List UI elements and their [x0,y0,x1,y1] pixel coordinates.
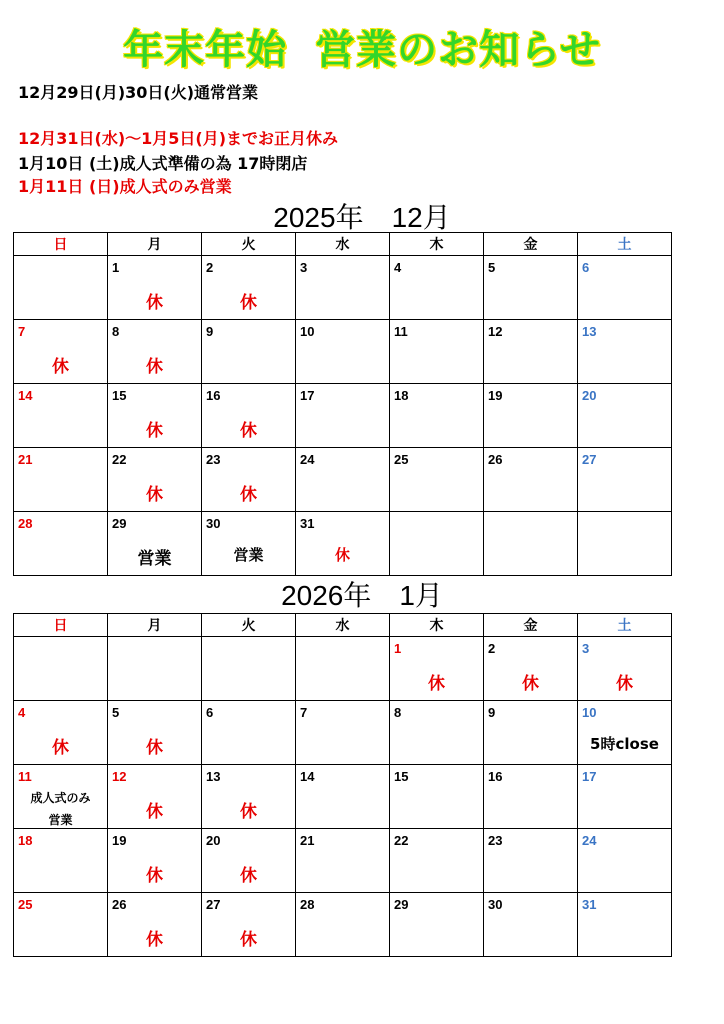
calendar-day-cell [390,384,484,448]
closed-label: 休 [146,866,163,886]
calendar-day-cell [578,320,672,384]
day-number: 6 [582,260,590,275]
day-number: 31 [300,516,315,531]
day-number: 3 [582,641,590,656]
calendar-day-cell [108,829,202,893]
day-number: 27 [582,452,597,467]
day-number: 4 [18,705,26,720]
calendar-day-cell [484,637,578,701]
weekday-header: 土 [578,233,672,256]
weekday-header: 水 [296,233,390,256]
weekday-header-row [14,614,672,637]
weekday-header: 木 [390,614,484,637]
calendar-day-cell [202,893,296,957]
day-number: 18 [394,388,409,403]
calendar-week-row [14,512,672,576]
page-title-part-2: 営業のお知らせ [315,27,601,73]
calendar-day-cell [14,512,108,576]
day-number: 17 [582,769,597,784]
calendar-day-cell [390,893,484,957]
day-number: 27 [206,897,221,912]
day-number: 28 [300,897,315,912]
day-number: 7 [300,705,308,720]
calendar-day-cell [578,829,672,893]
day-number: 15 [112,388,127,403]
calendar-day-cell [578,384,672,448]
day-number: 13 [206,769,221,784]
calendar-day-cell [202,512,296,576]
day-number: 16 [206,388,221,403]
status-label: 営業 [233,546,264,564]
calendar-day-cell [14,893,108,957]
day-number: 8 [394,705,402,720]
notice-line-1: 12月29日(月)30日(火)通常営業 [18,83,259,102]
calendar-day-cell [296,701,390,765]
day-number: 1 [112,260,120,275]
weekday-header-row [14,233,672,256]
calendar-empty-cell [202,637,296,701]
calendar-empty-cell [14,637,108,701]
weekday-header: 月 [108,614,202,637]
calendar-day-cell [484,701,578,765]
calendar-day-cell [14,765,108,829]
weekday-header: 水 [296,614,390,637]
calendar-day-cell [484,765,578,829]
calendar-day-cell [296,893,390,957]
closed-label: 休 [240,930,257,950]
month-title-january: 2026年 1月 [281,580,443,611]
calendar-day-cell [296,512,390,576]
day-number: 4 [394,260,402,275]
weekday-header: 火 [202,614,296,637]
day-number: 2 [488,641,496,656]
calendar-empty-cell [484,512,578,576]
weekday-header: 金 [484,614,578,637]
day-number: 8 [112,324,120,339]
calendar-day-cell [108,320,202,384]
calendar-day-cell [390,637,484,701]
calendar-day-cell [390,448,484,512]
calendar-day-cell [390,765,484,829]
day-number: 29 [112,516,127,531]
calendar-week-row [14,765,672,829]
calendar-day-cell [296,320,390,384]
calendar-day-cell [484,829,578,893]
day-number: 23 [488,833,503,848]
calendar-day-cell [202,765,296,829]
calendar-day-cell [14,320,108,384]
closed-label: 休 [146,485,163,505]
day-number: 20 [582,388,597,403]
calendar-day-cell [296,765,390,829]
day-number: 29 [394,897,409,912]
calendar-day-cell [484,384,578,448]
day-number: 31 [582,897,597,912]
calendar-day-cell [578,765,672,829]
day-number: 22 [112,452,127,467]
calendar-day-cell [202,701,296,765]
day-number: 14 [300,769,315,784]
calendar-day-cell [296,829,390,893]
calendar-day-cell [296,384,390,448]
closed-label: 休 [52,738,69,758]
closed-label: 休 [146,421,163,441]
day-number: 9 [206,324,214,339]
day-number: 7 [18,324,26,339]
notice-line-3: 1月10日 (土)成人式準備の為 17時閉店 [18,154,308,173]
calendar-week-row [14,448,672,512]
calendar-empty-cell [390,512,484,576]
calendar-day-cell [578,701,672,765]
calendar-week-row [14,637,672,701]
weekday-header: 金 [484,233,578,256]
calendar-day-cell [296,448,390,512]
calendar-empty-cell [578,512,672,576]
day-number: 1 [394,641,402,656]
calendar-day-cell [578,637,672,701]
day-number: 19 [488,388,503,403]
calendar-day-cell [484,448,578,512]
calendar-day-cell [108,765,202,829]
calendar-day-cell [202,320,296,384]
day-number: 28 [18,516,33,531]
page-title [0,18,724,73]
calendar-day-cell [202,829,296,893]
day-number: 19 [112,833,127,848]
calendar-day-cell [108,512,202,576]
calendar-day-cell [578,256,672,320]
day-number: 25 [18,897,33,912]
status-label: 5時close [590,735,659,753]
day-number: 12 [112,769,127,784]
day-number: 10 [300,324,315,339]
day-number: 12 [488,324,503,339]
calendar-week-row [14,384,672,448]
closed-label: 休 [146,738,163,758]
day-number: 16 [488,769,503,784]
calendar-week-row [14,701,672,765]
calendar-day-cell [484,256,578,320]
closed-label: 休 [146,293,163,313]
day-number: 30 [206,516,221,531]
month-title-december: 2025年 12月 [273,202,451,233]
weekday-header: 土 [578,614,672,637]
day-number: 14 [18,388,33,403]
calendar-day-cell [390,829,484,893]
day-number: 2 [206,260,214,275]
closed-label: 休 [240,866,257,886]
closed-label: 休 [522,674,539,694]
calendar-day-cell [14,448,108,512]
closed-label: 休 [146,930,163,950]
weekday-header: 火 [202,233,296,256]
day-number: 11 [394,324,408,339]
closed-label: 休 [52,357,69,377]
calendar-week-row [14,256,672,320]
closed-label: 休 [334,546,350,564]
day-number: 9 [488,705,496,720]
day-number: 13 [582,324,597,339]
closed-label: 休 [146,802,163,822]
notice-line-4: 1月11日 (日)成人式のみ営業 [18,177,232,196]
calendar-december-2025 [13,232,672,576]
calendar-day-cell [108,893,202,957]
day-number: 20 [206,833,221,848]
day-number: 5 [488,260,496,275]
closed-label: 休 [240,802,257,822]
calendar-week-row [14,893,672,957]
notice-line-2: 12月31日(水)～1月5日(月)までお正月休み [18,129,339,148]
weekday-header: 木 [390,233,484,256]
day-number: 11 [18,769,32,784]
weekday-header: 日 [14,614,108,637]
calendar-day-cell [108,701,202,765]
day-number: 25 [394,452,409,467]
closed-label: 休 [240,485,257,505]
day-number: 26 [112,897,127,912]
day-number: 30 [488,897,503,912]
calendar-week-row [14,829,672,893]
day-number: 5 [112,705,120,720]
closed-label: 休 [428,674,445,694]
calendar-empty-cell [14,256,108,320]
calendar-day-cell [108,448,202,512]
day-number: 10 [582,705,597,720]
day-number: 15 [394,769,409,784]
calendar-day-cell [390,256,484,320]
weekday-header: 月 [108,233,202,256]
calendar-january-2026 [13,613,672,957]
day-number: 6 [206,705,214,720]
calendar-day-cell [14,384,108,448]
calendar-day-cell [578,893,672,957]
weekday-header: 日 [14,233,108,256]
calendar-day-cell [578,448,672,512]
calendar-day-cell [390,320,484,384]
day-number: 21 [18,452,33,467]
calendar-day-cell [108,256,202,320]
calendar-day-cell [484,320,578,384]
day-number: 24 [300,452,315,467]
calendar-day-cell [484,893,578,957]
day-number: 22 [394,833,409,848]
closed-label: 休 [240,293,257,313]
calendar-day-cell [14,701,108,765]
calendar-day-cell [14,829,108,893]
page-title-part-1: 年末年始 [123,27,288,73]
calendar-empty-cell [296,637,390,701]
status-label: 成人式のみ 営業 [30,791,91,827]
day-number: 17 [300,388,315,403]
closed-label: 休 [616,674,633,694]
day-number: 3 [300,260,308,275]
calendar-day-cell [202,256,296,320]
calendar-empty-cell [108,637,202,701]
closed-label: 休 [146,357,163,377]
day-number: 21 [300,833,315,848]
status-label: 営業 [137,549,172,569]
closed-label: 休 [240,421,257,441]
calendar-day-cell [390,701,484,765]
calendar-week-row [14,320,672,384]
day-number: 26 [488,452,503,467]
calendar-day-cell [108,384,202,448]
calendar-day-cell [202,384,296,448]
day-number: 24 [582,833,597,848]
calendar-day-cell [202,448,296,512]
calendar-day-cell [296,256,390,320]
day-number: 18 [18,833,33,848]
day-number: 23 [206,452,221,467]
